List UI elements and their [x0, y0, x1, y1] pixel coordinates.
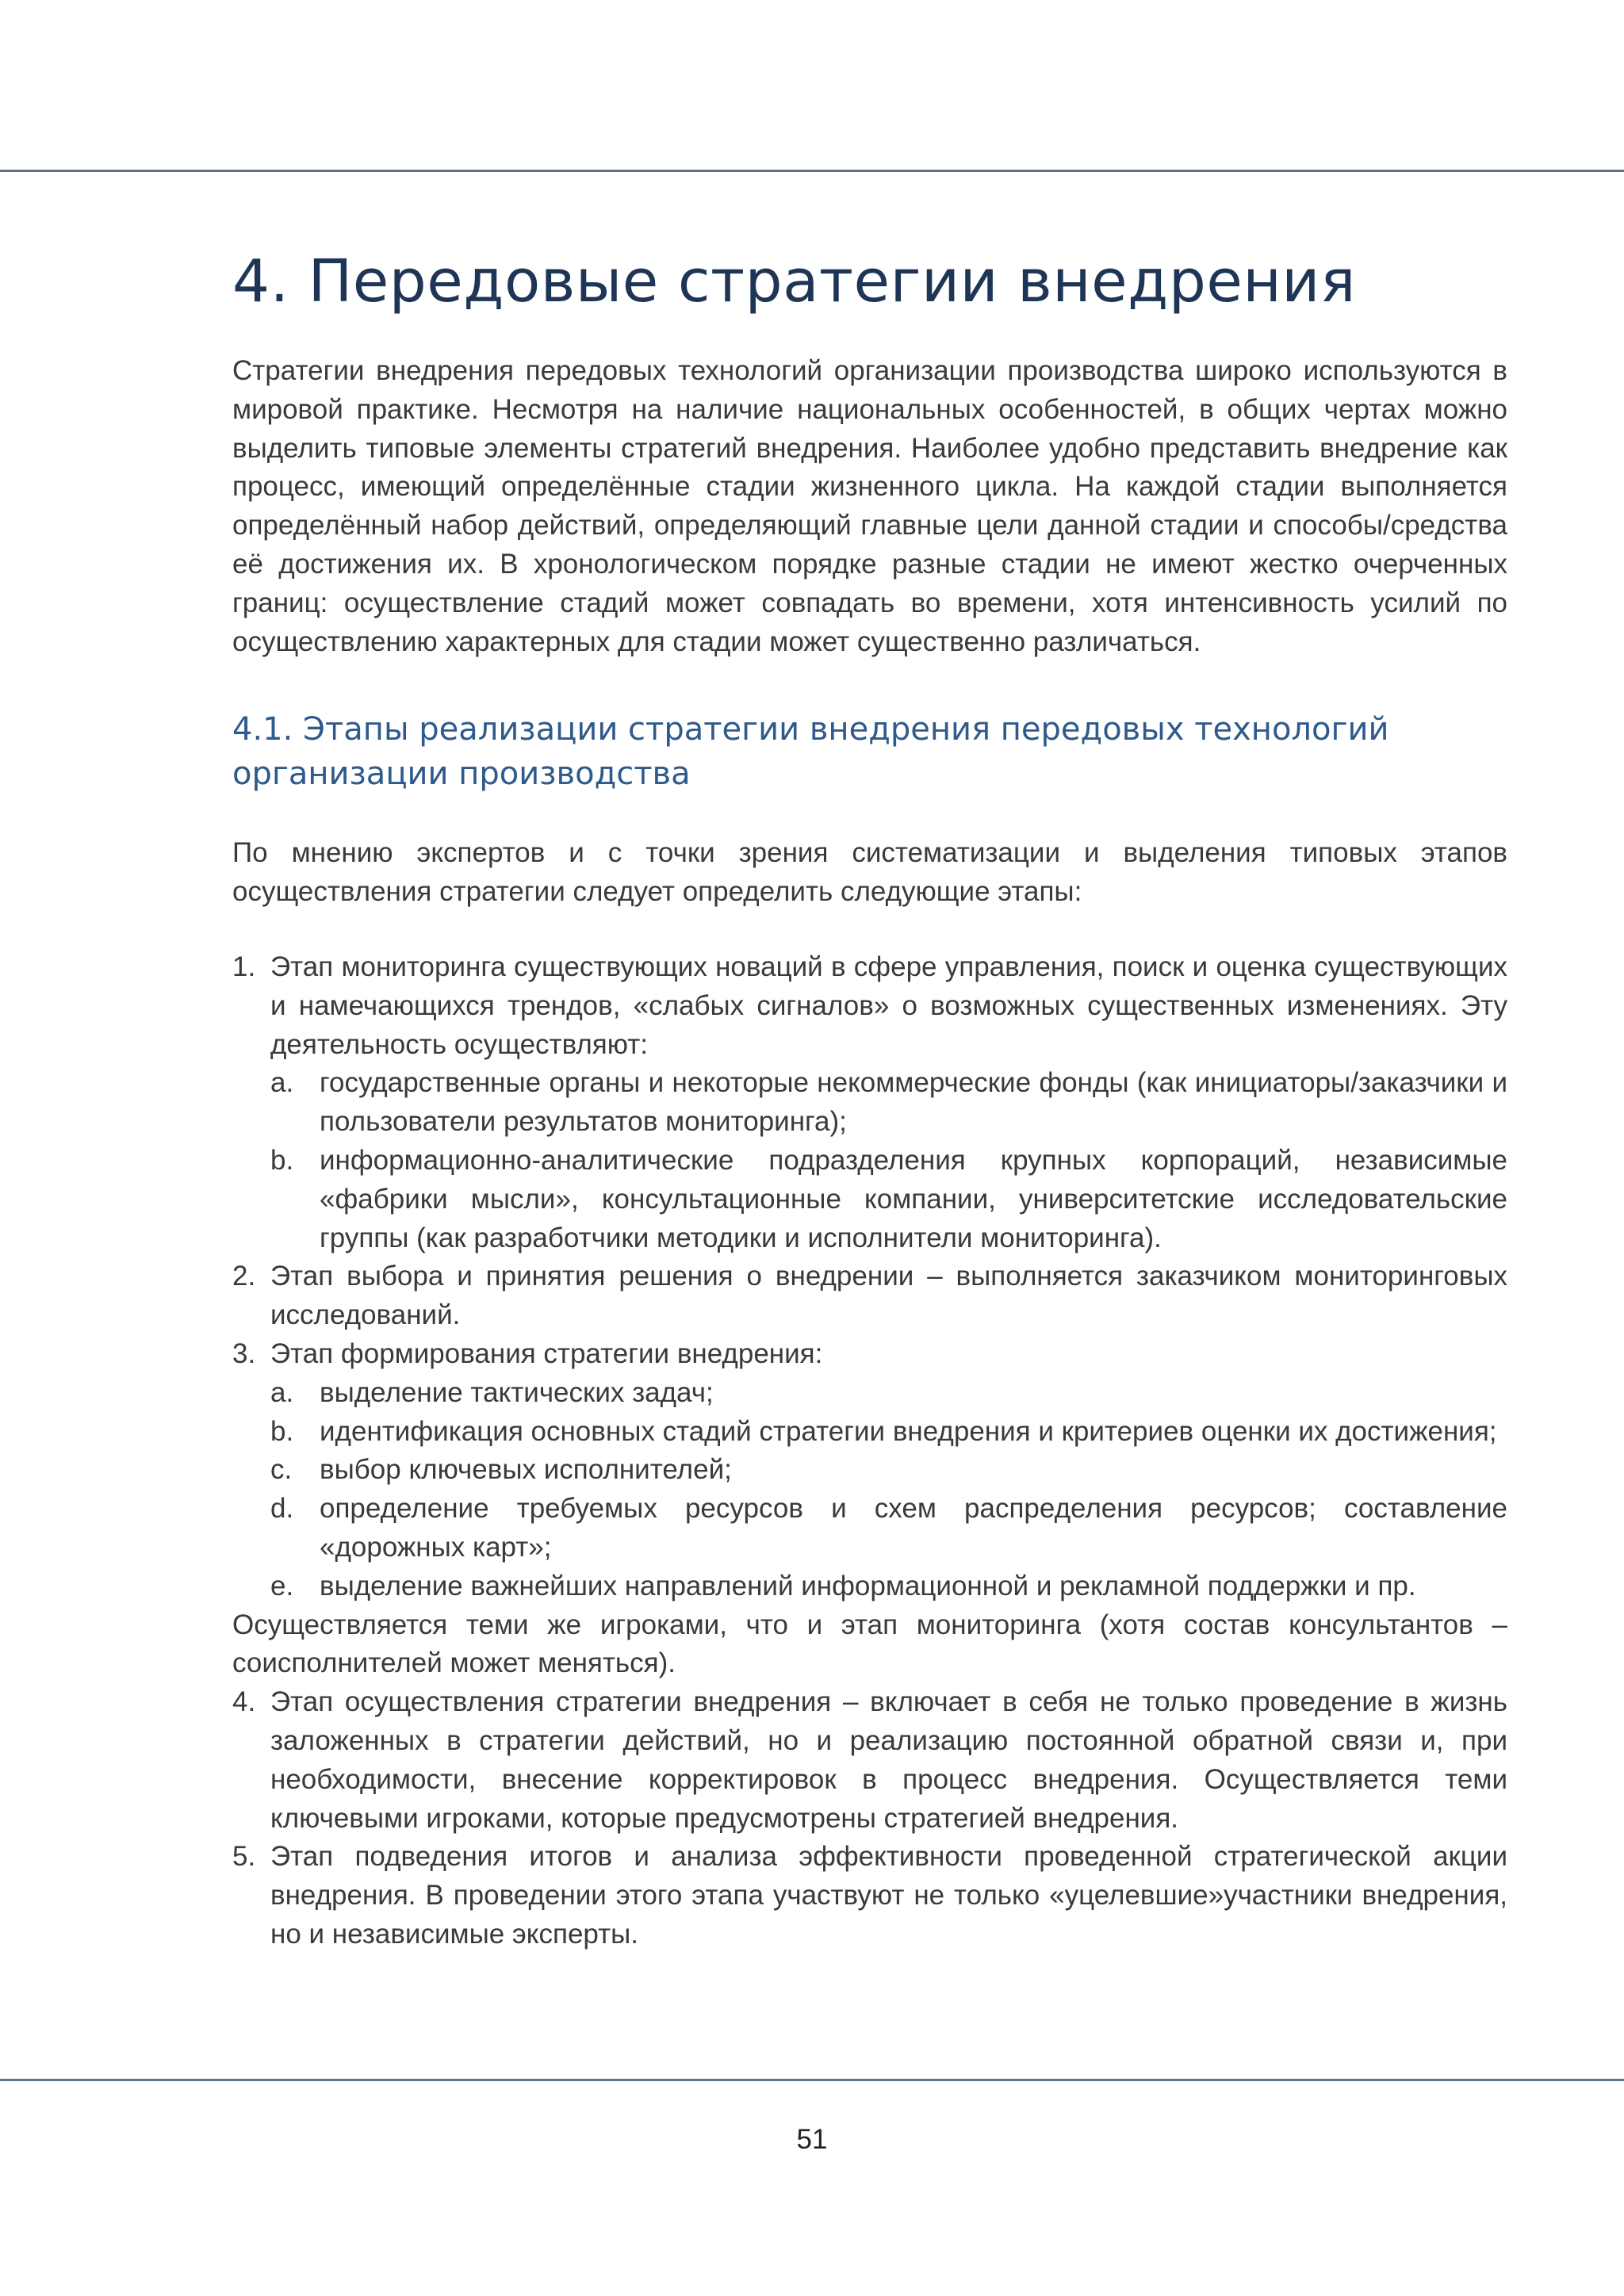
sublist-item-text: выделение тактических задач; — [320, 1376, 714, 1408]
page-content — [232, 238, 1507, 1954]
stages-list-continued — [232, 1683, 1507, 1954]
page-number: 51 — [796, 2124, 828, 2155]
section-heading-line2: организации производства — [232, 756, 691, 793]
sublist-item-letter: a. — [270, 1067, 294, 1099]
sublist — [270, 1064, 1507, 1257]
section-heading — [232, 707, 1507, 796]
section-lead-paragraph: По мнению экспертов и с точки зрения систематизации и выделения типовых этапов осуществления стратегии следует определить следующие этапы: — [232, 837, 1507, 908]
sublist-item-text: выбор ключевых исполнителей; — [320, 1454, 732, 1486]
sublist-item-text: определение требуемых ресурсов и схем распределения ресурсов; составление «дорожных карт»; — [320, 1493, 1507, 1563]
list-item — [232, 948, 1507, 1257]
section-heading-line1: 4.1. Этапы реализации стратегии внедрения передовых технологий — [232, 711, 1389, 748]
sublist-item-text: государственные органы и некоторые некоммерческие фонды (как инициаторы/заказчики и пользователи результатов мониторинга); — [320, 1067, 1507, 1138]
sublist-item — [270, 1142, 1507, 1257]
list-item — [232, 1683, 1507, 1838]
list-item-number: 5. — [232, 1841, 256, 1873]
sublist-item — [270, 1413, 1507, 1452]
stages-list — [232, 948, 1507, 1606]
list-item-number: 1. — [232, 951, 256, 982]
list-item — [232, 1335, 1507, 1606]
list-item-text: Этап выбора и принятия решения о внедрении – выполняется заказчиком мониторинговых исследований. — [270, 1261, 1507, 1331]
sublist-item — [270, 1490, 1507, 1567]
list-item-number: 3. — [232, 1337, 256, 1369]
list-item — [232, 1838, 1507, 1954]
list-item-text: Этап осуществления стратегии внедрения – включает в себя не только проведение в жизнь заложенных в стратегии действий, но и реализацию постоянной обратной связи и, при необходимости, внесение корректировок в процесс внедрения. Осуществляется теми ключевыми игроками, которые предусмотрены стратегией внедрения. — [270, 1686, 1507, 1834]
page-title: 4. Передовые стратегии внедрения — [232, 247, 1356, 316]
footer-rule — [0, 2079, 1624, 2081]
list-item — [232, 1257, 1507, 1335]
stage-3-note: Осуществляется теми же игроками, что и этап мониторинга (хотя состав консультантов – соисполнителей может меняться). — [232, 1609, 1507, 1679]
list-item-text: Этап формирования стратегии внедрения: — [270, 1337, 823, 1369]
list-item-text: Этап мониторинга существующих новаций в сфере управления, поиск и оценка существующих и намечающихся трендов, «слабых сигналов» о возможных существенных изменениях. Эту деятельность осуществляют: — [270, 951, 1507, 1060]
sublist-item-text: информационно-аналитические подразделения крупных корпораций, независимые «фабрики мысли», консультационные компании, университетские исследовательские группы (как разработчики методики и исполнители мониторинга). — [320, 1144, 1507, 1253]
sublist-item-letter: b. — [270, 1144, 294, 1176]
sublist-item — [270, 1064, 1507, 1142]
sublist-item-letter: c. — [270, 1454, 293, 1486]
sublist-item-letter: d. — [270, 1493, 294, 1525]
sublist-item — [270, 1451, 1507, 1490]
sublist-item-letter: b. — [270, 1415, 294, 1447]
sublist — [270, 1374, 1507, 1606]
sublist-item — [270, 1374, 1507, 1413]
sublist-item-letter: e. — [270, 1570, 294, 1601]
sublist-item-text: идентификация основных стадий стратегии внедрения и критериев оценки их достижения; — [320, 1415, 1497, 1447]
sublist-item-letter: a. — [270, 1376, 294, 1408]
intro-paragraph: Стратегии внедрения передовых технологий организации производства широко используются в мировой практике. Несмотря на наличие национальных особенностей, в общих чертах можно выделить типовые элементы стратегий внедрения. Наиболее удобно представить внедрение как процесс, имеющий определённые стадии жизненного цикла. На каждой стадии выполняется определённый набор действий, определяющий главные цели данной стадии и способы/средства её достижения их. В хронологическом порядке разные стадии не имеют жестко очерченных границ: осуществление стадий может совпадать во времени, хотя интенсивность усилий по осуществлению характерных для стадии может существенно различаться. — [232, 355, 1507, 657]
list-item-number: 2. — [232, 1261, 256, 1292]
list-item-text: Этап подведения итогов и анализа эффективности проведенной стратегической акции внедрения. В проведении этого этапа участвуют не только «уцелевшие»участники внедрения, но и независимые эксперты. — [270, 1841, 1507, 1950]
sublist-item-text: выделение важнейших направлений информационной и рекламной поддержки и пр. — [320, 1570, 1416, 1601]
list-item-number: 4. — [232, 1686, 256, 1718]
header-rule — [0, 170, 1624, 172]
sublist-item — [270, 1567, 1507, 1606]
